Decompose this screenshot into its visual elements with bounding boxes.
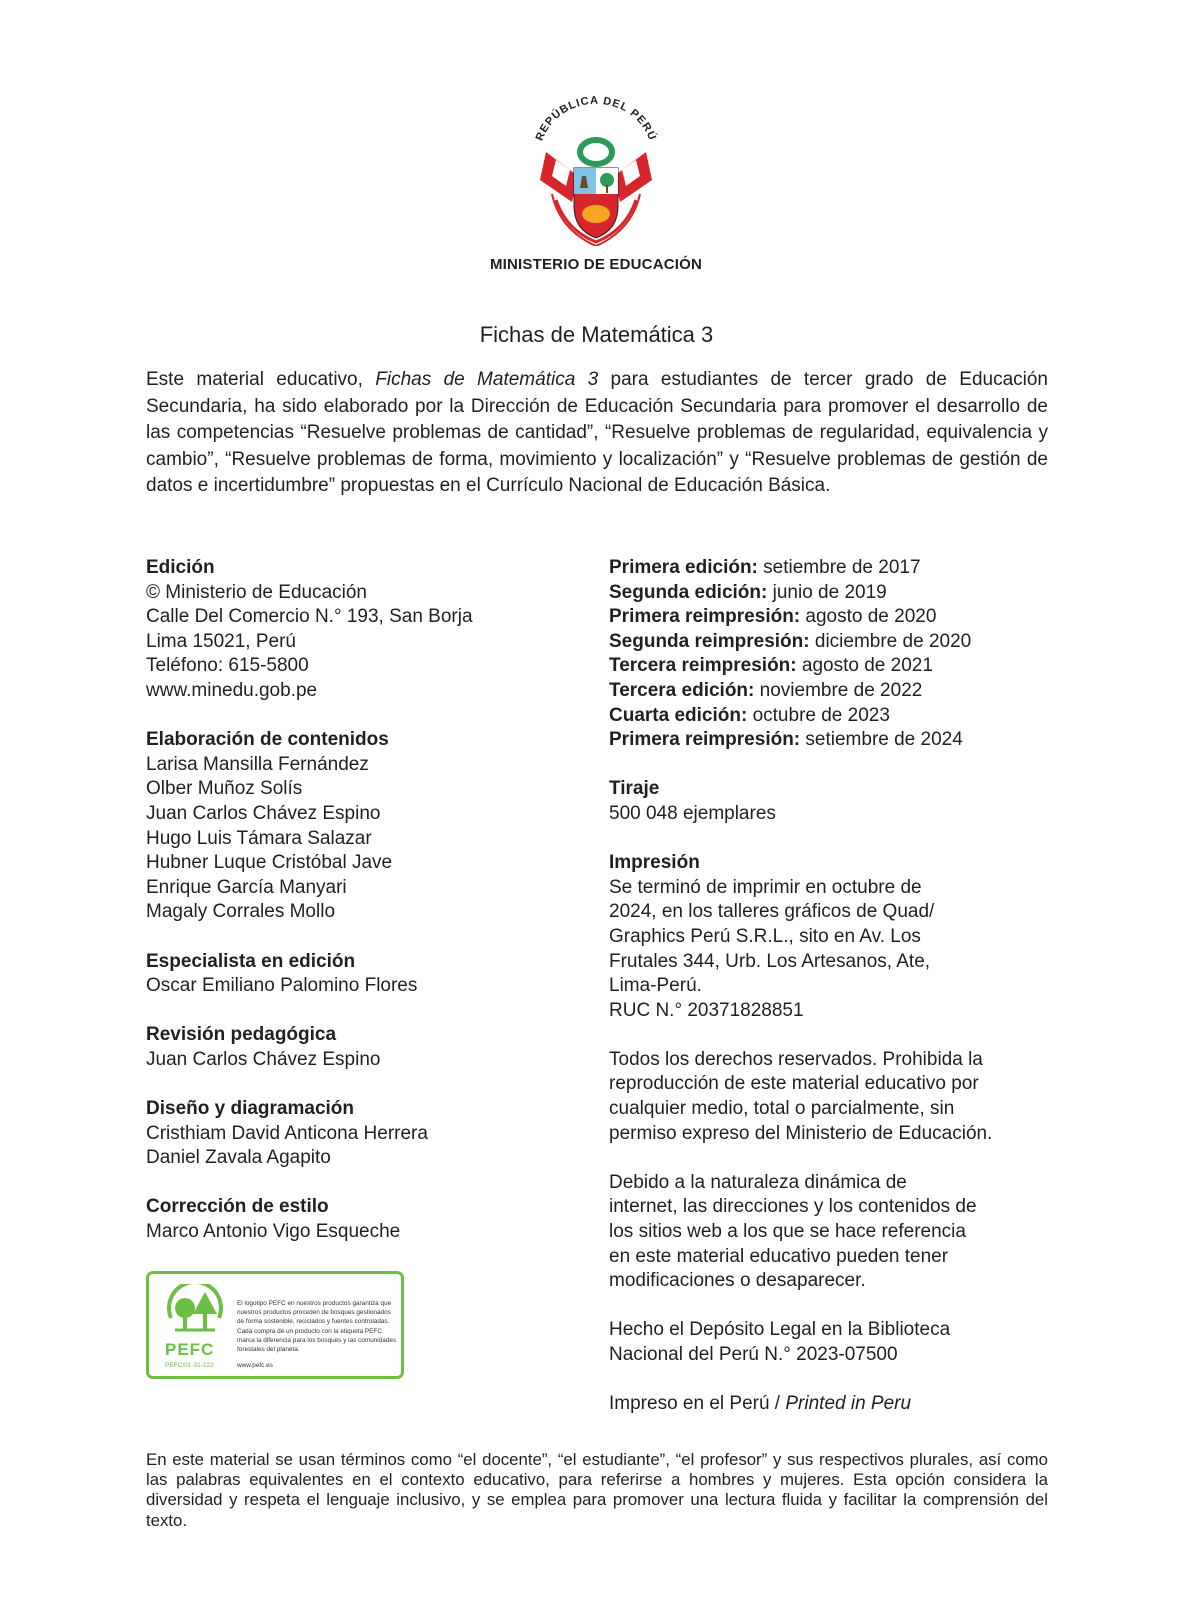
- print-line: Graphics Perú S.R.L., sito en Av. Los: [609, 925, 921, 947]
- credits-right-column: [609, 556, 1059, 1441]
- edition-label: Primera edición:: [609, 557, 758, 578]
- internet-line: internet, las direcciones y los contenidos de: [609, 1196, 977, 1218]
- deposit-line: Nacional del Perú N.° 2023-07500: [609, 1344, 898, 1365]
- credit-line: Juan Carlos Chávez Espino: [146, 1048, 381, 1070]
- deposit-line: Hecho el Depósito Legal en la Biblioteca: [609, 1319, 951, 1341]
- print-line: 2024, en los talleres gráficos de Quad/: [609, 901, 935, 923]
- internet-notice: [609, 1171, 1059, 1294]
- internet-line: Debido a la naturaleza dinámica de: [609, 1171, 907, 1193]
- credit-line: Juan Carlos Chávez Espino: [146, 802, 381, 824]
- edition-line: [609, 654, 1059, 679]
- printed-in-spanish: Impreso en el Perú /: [609, 1393, 786, 1415]
- section-heading: Elaboración de contenidos: [146, 729, 389, 751]
- rights-line: reproducción de este material educativo por: [609, 1073, 979, 1095]
- credits-left-column: [146, 556, 586, 1269]
- rights-notice: [609, 1048, 1059, 1146]
- intro-text-start: Este material educativo,: [146, 369, 376, 390]
- edition-label: Segunda reimpresión:: [609, 630, 810, 652]
- peru-coat-of-arms-icon: [526, 90, 666, 246]
- edition-date: agosto de 2020: [800, 606, 937, 628]
- edition-date: setiembre de 2024: [800, 729, 963, 751]
- pefc-certification-box: [146, 1271, 404, 1379]
- printed-in-line: [609, 1392, 1059, 1417]
- section-correccion: [146, 1195, 586, 1244]
- credit-line: Oscar Emiliano Palomino Flores: [146, 975, 418, 997]
- edition-label: Tercera reimpresión:: [609, 655, 797, 677]
- section-especialista: [146, 950, 586, 999]
- intro-text-end: para estudiantes de tercer grado de Educación Secundaria, ha sido elaborado por la Dirección de Educación Secundaria para promover el desarrollo de las competencias “Resuelve problemas de cantidad”, “Resuelve problemas de regularidad, equivalencia y cambio”, “Resuelve problemas de forma, movimiento y localización” y “Resuelve problemas de gestión de datos e incertidumbre” propuestas en el Currículo Nacional de Educación Básica.: [146, 369, 1049, 497]
- edition-line: [609, 581, 1059, 606]
- section-heading: Revisión pedagógica: [146, 1024, 337, 1046]
- credit-line: Cristhiam David Anticona Herrera: [146, 1122, 428, 1144]
- pefc-code: PEFC/01-31-222: [165, 1362, 214, 1369]
- credit-line: Lima 15021, Perú: [146, 630, 296, 652]
- edition-date: agosto de 2021: [796, 655, 933, 677]
- print-line: RUC N.° 20371828851: [609, 999, 804, 1021]
- credit-line: Teléfono: 615-5800: [146, 655, 309, 677]
- credit-line: Larisa Mansilla Fernández: [146, 753, 369, 775]
- edition-line: [609, 728, 1059, 753]
- section-diseno: [146, 1097, 586, 1171]
- print-line: Frutales 344, Urb. Los Artesanos, Ate,: [609, 950, 931, 972]
- print-line: Se terminó de imprimir en octubre de: [609, 876, 922, 898]
- edition-line: [609, 556, 1059, 581]
- internet-line: en este material educativo pueden tener: [609, 1245, 949, 1267]
- print-line: Lima-Perú.: [609, 975, 702, 997]
- edition-date: setiembre de 2017: [757, 557, 921, 578]
- edition-label: Primera reimpresión:: [609, 606, 801, 628]
- internet-line: los sitios web a los que se hace referencia: [609, 1221, 966, 1243]
- edition-label: Primera reimpresión:: [609, 729, 801, 751]
- credit-line: Magaly Corrales Mollo: [146, 901, 336, 923]
- edition-line: [609, 679, 1059, 704]
- pefc-url: www.pefc.es: [237, 1362, 273, 1369]
- section-heading: Impresión: [609, 852, 700, 874]
- ministry-name: MINISTERIO DE EDUCACIÓN: [489, 256, 703, 273]
- pefc-wordmark: PEFC: [165, 1340, 215, 1359]
- print-run: 500 048 ejemplares: [609, 802, 776, 824]
- credit-line: Olber Muñoz Solís: [146, 778, 303, 800]
- credit-line: Calle Del Comercio N.° 193, San Borja: [146, 606, 473, 628]
- edition-date: noviembre de 2022: [754, 679, 923, 701]
- internet-line: modificaciones o desaparecer.: [609, 1270, 866, 1292]
- credit-line: © Ministerio de Educación: [146, 581, 367, 603]
- pefc-description: El logotipo PEFC en nuestros productos garantiza que nuestros productos proceden de bosques gestionados de forma sostenible, reciclados y fuentes controladas. Cada compra de un producto con la etiqueta PEFC marca la diferencia para los bosques y las comunidades forestales del planeta.: [237, 1300, 397, 1354]
- pefc-tree-logo-icon: [161, 1284, 229, 1340]
- intro-paragraph: [146, 367, 1048, 500]
- edition-line: [609, 605, 1059, 630]
- svg-text:REPÚBLICA DEL PERÚ: [534, 95, 660, 143]
- printed-in-english: Printed in Peru: [785, 1393, 912, 1415]
- rights-line: permiso expreso del Ministerio de Educación.: [609, 1122, 993, 1144]
- inclusive-language-note: En este material se usan términos como “el docente”, “el estudiante”, “el profesor” y sus respectivos plurales, así como las palabras equivalentes en el contexto educativo, para referirse a hombres y mujeres. Esta opción considera la diversidad y respeta el lenguaje inclusivo, y se emplea para promover una lectura fluida y facilitar la comprensión del texto.: [146, 1450, 1048, 1530]
- credit-line: Marco Antonio Vigo Esqueche: [146, 1221, 401, 1243]
- edition-label: Tercera edición:: [609, 679, 755, 701]
- rights-line: Todos los derechos reservados. Prohibida la: [609, 1048, 983, 1070]
- credit-line: Enrique García Manyari: [146, 876, 347, 898]
- edition-line: [609, 704, 1059, 729]
- seal-text: REPÚBLICA DEL PERÚ: [533, 94, 659, 143]
- credit-line: Hubner Luque Cristóbal Jave: [146, 852, 393, 874]
- document-title: Fichas de Matemática 3: [479, 322, 714, 347]
- section-revision: [146, 1023, 586, 1072]
- edition-line: [609, 630, 1059, 655]
- legal-deposit: [609, 1318, 1059, 1367]
- rights-line: cualquier medio, total o parcialmente, sin: [609, 1098, 955, 1120]
- edition-label: Segunda edición:: [609, 581, 768, 603]
- section-impresion: [609, 851, 1059, 1023]
- section-edicion: [146, 556, 586, 704]
- section-heading: Diseño y diagramación: [146, 1098, 355, 1120]
- section-tiraje: [609, 777, 1059, 826]
- printed-in: [609, 1392, 1059, 1417]
- edition-date: junio de 2019: [767, 581, 887, 603]
- section-editions: [609, 556, 1059, 753]
- section-heading: Tiraje: [609, 778, 660, 800]
- section-heading: Corrección de estilo: [146, 1196, 329, 1218]
- edition-date: diciembre de 2020: [809, 630, 972, 652]
- intro-book-title: Fichas de Matemática 3: [375, 369, 599, 390]
- credit-line: www.minedu.gob.pe: [146, 679, 318, 701]
- section-heading: Edición: [146, 557, 215, 578]
- section-elaboracion: [146, 728, 586, 925]
- ministry-header: [476, 90, 716, 273]
- credit-line: Daniel Zavala Agapito: [146, 1147, 331, 1169]
- section-heading: Especialista en edición: [146, 950, 356, 972]
- credit-line: Hugo Luis Támara Salazar: [146, 827, 372, 849]
- edition-label: Cuarta edición:: [609, 704, 748, 726]
- edition-date: octubre de 2023: [747, 704, 890, 726]
